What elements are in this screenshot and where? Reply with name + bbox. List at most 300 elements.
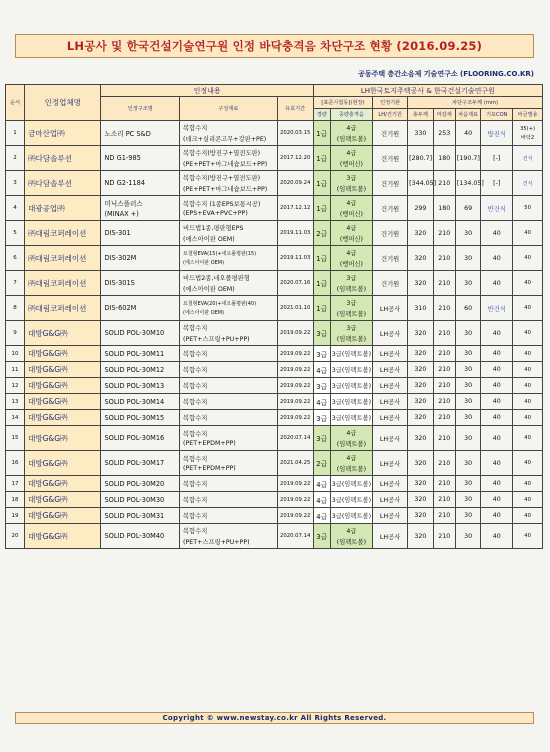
grade-light: 1급 [313, 271, 330, 296]
grade-heavy [330, 508, 372, 524]
screed-thickness: 30 [455, 346, 480, 362]
product-name: ND G2-1184 [101, 171, 180, 196]
grade-light: 2급 [313, 451, 330, 476]
material-line: (에스아이판 OEM) [183, 236, 235, 243]
header-material: 구성재료 [180, 97, 278, 121]
concrete-thickness: 40 [481, 221, 513, 246]
agency: LH공사 [373, 296, 408, 321]
material [180, 221, 278, 246]
grade-heavy [330, 451, 372, 476]
grade-heavy [330, 146, 372, 171]
concrete-thickness: 40 [481, 394, 513, 410]
material [180, 492, 278, 508]
mortar-thickness: 253 [433, 121, 455, 146]
row-number: 1 [6, 121, 25, 146]
grade-light: 1급 [313, 146, 330, 171]
header-screed: 차음재료 [455, 109, 480, 121]
material [180, 271, 278, 296]
validity-date: 2019.09.22 [277, 346, 313, 362]
mortar-thickness: 180 [433, 146, 455, 171]
extra-note-line: 40 [524, 255, 531, 261]
extra-note [513, 378, 543, 394]
total-thickness: 320 [408, 362, 433, 378]
material [180, 476, 278, 492]
product-name-line: 미닉스플러스 [104, 200, 143, 208]
company-name: 대방G&G㈜ [25, 378, 101, 394]
grade-heavy-line: 3급(임팩트볼) [331, 481, 372, 488]
row-number: 17 [6, 476, 25, 492]
validity-date: 2019.09.22 [277, 492, 313, 508]
extra-note-line: 40 [524, 480, 531, 487]
screed-thickness: 30 [455, 221, 480, 246]
total-thickness: 299 [408, 196, 433, 221]
mortar-thickness: 210 [433, 321, 455, 346]
extra-note-line: 40 [524, 305, 531, 311]
total-thickness: 320 [408, 394, 433, 410]
mortar-thickness: 210 [433, 492, 455, 508]
mortar-thickness: 210 [433, 410, 455, 426]
agency: LH공사 [373, 508, 408, 524]
total-thickness: 320 [408, 271, 433, 296]
header-product: 인정구조명 [101, 97, 180, 121]
grade-heavy-line: 3급 [346, 300, 357, 307]
table-row [6, 246, 543, 271]
concrete-thickness: 40 [481, 378, 513, 394]
agency: LH공사 [373, 410, 408, 426]
row-number: 11 [6, 362, 25, 378]
material-line: (PET+스프링+PU+PP) [183, 539, 250, 546]
table-row [6, 426, 543, 451]
grade-heavy-line: (뱅머신) [339, 161, 363, 168]
row-number: 4 [6, 196, 25, 221]
screed-thickness: 30 [455, 524, 480, 549]
extra-note [513, 271, 543, 296]
concrete-thickness: [-] [481, 171, 513, 196]
extra-note-line: 40 [524, 230, 531, 236]
grade-heavy-line: 4급 [346, 150, 357, 157]
material-line: 요철형EVA(20)+네오폴평판(40) [183, 301, 257, 307]
row-number: 6 [6, 246, 25, 271]
company-name: ㈜대림코퍼레이션 [25, 296, 101, 321]
agency: 건기원 [373, 221, 408, 246]
total-thickness: 320 [408, 492, 433, 508]
grade-heavy-line: 4급 [346, 200, 357, 207]
mortar-thickness: 210 [433, 508, 455, 524]
company-name: 대광공업㈜ [25, 196, 101, 221]
company-name: 대방G&G㈜ [25, 346, 101, 362]
company-name: ㈜대림코퍼레이션 [25, 221, 101, 246]
material [180, 246, 278, 271]
extra-note-line: 40 [524, 366, 531, 373]
validity-date: 2017.12.12 [277, 196, 313, 221]
material [180, 508, 278, 524]
grade-heavy [330, 426, 372, 451]
material [180, 410, 278, 426]
total-thickness: 320 [408, 476, 433, 492]
document-subtitle: 공동주택 층간소음제 기술연구소 (FLOORING.CO.KR) [358, 70, 534, 78]
row-number: 16 [6, 451, 25, 476]
grade-light: 3급 [313, 378, 330, 394]
material-line: 복합수지 [183, 481, 208, 488]
grade-heavy-line: (임팩트볼) [336, 466, 367, 473]
total-thickness: [280.7] [408, 146, 433, 171]
certification-table [5, 84, 543, 549]
product-name: SOLID POL-30M16 [101, 426, 180, 451]
extra-note [513, 492, 543, 508]
product-name: 노소리 PC S&D [101, 121, 180, 146]
grade-heavy [330, 246, 372, 271]
agency: LH공사 [373, 346, 408, 362]
product-name: SOLID POL-30M17 [101, 451, 180, 476]
header-agency-sub: LH/건기원 [373, 109, 408, 121]
header-grade: 경량 [313, 109, 330, 121]
company-name: ㈜대림코퍼레이션 [25, 271, 101, 296]
grade-heavy-line: (뱅머신) [339, 236, 363, 243]
concrete-thickness: 40 [481, 271, 513, 296]
material-line: 비드법1종,평판형EPS [183, 225, 244, 232]
grade-light: 1급 [313, 196, 330, 221]
total-thickness: 320 [408, 410, 433, 426]
material-line: (PET+EPDM+PP) [183, 440, 236, 447]
material-line: 복합수지 [183, 513, 208, 520]
table-row [6, 121, 543, 146]
grade-heavy [330, 121, 372, 146]
extra-note [513, 476, 543, 492]
company-name: 대방G&G㈜ [25, 508, 101, 524]
material-line: (에스아이판 OEM) [183, 310, 225, 316]
row-number: 7 [6, 271, 25, 296]
agency: 건기원 [373, 246, 408, 271]
document-title: LH공사 및 한국건설기술연구원 인정 바닥충격음 차단구조 현황 (2016.09.25) [15, 34, 534, 58]
material-line: (PET+스프링+PU+PP) [183, 336, 250, 343]
row-number: 12 [6, 378, 25, 394]
company-name: ㈜다담솔루션 [25, 146, 101, 171]
grade-heavy [330, 296, 372, 321]
concrete-thickness: [-] [481, 146, 513, 171]
validity-date: 2020.07.14 [277, 426, 313, 451]
company-name: 대방G&G㈜ [25, 451, 101, 476]
header-concrete: 기포CON [481, 109, 513, 121]
product-name: SOLID POL-30M15 [101, 410, 180, 426]
header-content: 인정내용 [101, 85, 313, 97]
grade-heavy [330, 171, 372, 196]
agency: LH공사 [373, 476, 408, 492]
screed-thickness: 69 [455, 196, 480, 221]
table-row [6, 394, 543, 410]
material-line: (에스아이판 OEM) [183, 260, 225, 266]
company-name: 대방G&G㈜ [25, 426, 101, 451]
concrete-thickness: 40 [481, 508, 513, 524]
mortar-thickness: 210 [433, 524, 455, 549]
extra-note-line: 40 [524, 382, 531, 389]
grade-heavy [330, 271, 372, 296]
extra-note-line: 40 [524, 330, 531, 336]
concrete-thickness: 40 [481, 246, 513, 271]
mortar-thickness: 180 [433, 196, 455, 221]
table-row [6, 146, 543, 171]
material [180, 362, 278, 378]
total-thickness: 320 [408, 221, 433, 246]
validity-date: 2019.09.22 [277, 362, 313, 378]
material-line: 복합수지 [183, 325, 208, 332]
concrete-thickness: 40 [481, 426, 513, 451]
validity-date: 2021.04.25 [277, 451, 313, 476]
grade-light: 1급 [313, 121, 330, 146]
row-number: 18 [6, 492, 25, 508]
grade-heavy-line: 3급(임팩트볼) [331, 351, 372, 358]
material [180, 524, 278, 549]
concrete-thickness: 40 [481, 346, 513, 362]
agency: LH공사 [373, 378, 408, 394]
product-name: SOLID POL-30M30 [101, 492, 180, 508]
product-name [101, 196, 180, 221]
header-thickness: 차단구조두께 (mm) [408, 97, 543, 109]
concrete-thickness: 40 [481, 492, 513, 508]
agency: 건기원 [373, 271, 408, 296]
product-name: SOLID POL-30M31 [101, 508, 180, 524]
extra-note-line: 바닥2 [520, 134, 535, 141]
table-body [6, 121, 543, 549]
product-name: SOLID POL-30M11 [101, 346, 180, 362]
mortar-thickness: 210 [433, 426, 455, 451]
product-name: SOLID POL-30M10 [101, 321, 180, 346]
total-thickness: 310 [408, 296, 433, 321]
mortar-thickness: 210 [433, 394, 455, 410]
agency: 건기원 [373, 146, 408, 171]
material [180, 296, 278, 321]
grade-heavy-line: 3급(임팩트볼) [331, 415, 372, 422]
agency: 건기원 [373, 196, 408, 221]
agency: LH공사 [373, 321, 408, 346]
grade-heavy-line: 3급(임팩트볼) [331, 513, 372, 520]
grade-heavy [330, 196, 372, 221]
screed-thickness: 30 [455, 321, 480, 346]
grade-heavy [330, 221, 372, 246]
validity-date: 2019.11.03 [277, 221, 313, 246]
material-line: 복합수지 [183, 456, 208, 463]
grade-light: 3급 [313, 410, 330, 426]
material-line: (PET+EPDM+PP) [183, 465, 236, 472]
product-name: ND G1-985 [101, 146, 180, 171]
extra-note [513, 296, 543, 321]
agency: LH공사 [373, 451, 408, 476]
material [180, 378, 278, 394]
screed-thickness: [134.05] [455, 171, 480, 196]
table-row [6, 362, 543, 378]
row-number: 15 [6, 426, 25, 451]
row-number: 13 [6, 394, 25, 410]
grade-heavy-line: (임팩트볼) [336, 539, 367, 546]
total-thickness: 320 [408, 426, 433, 451]
grade-heavy-line: 3급 [346, 275, 357, 282]
mortar-thickness: 210 [433, 378, 455, 394]
total-thickness: 320 [408, 508, 433, 524]
material-line: (에스아이판 OEM) [183, 286, 235, 293]
grade-heavy [330, 378, 372, 394]
product-name: SOLID POL-30M14 [101, 394, 180, 410]
company-name: 대방G&G㈜ [25, 524, 101, 549]
screed-thickness: 40 [455, 121, 480, 146]
grade-heavy [330, 410, 372, 426]
row-number: 3 [6, 171, 25, 196]
table-row [6, 508, 543, 524]
company-name: 대방G&G㈜ [25, 321, 101, 346]
material-line: (데크+실리콘고무+강판+PE) [183, 136, 267, 143]
material-line: (PE+PET+마그네슘보드+PP) [183, 186, 268, 193]
grade-heavy [330, 362, 372, 378]
extra-note [513, 451, 543, 476]
header-grade-group: [표준시험동](현장) [313, 97, 372, 109]
grade-heavy-line: (임팩트볼) [336, 336, 367, 343]
agency: LH공사 [373, 426, 408, 451]
extra-note-line: 50 [524, 205, 531, 211]
grade-heavy-line: 3급 [346, 325, 357, 332]
validity-date: 2019.09.22 [277, 476, 313, 492]
material [180, 451, 278, 476]
concrete-thickness: 방진식 [481, 121, 513, 146]
row-number: 20 [6, 524, 25, 549]
mortar-thickness: 210 [433, 346, 455, 362]
extra-note [513, 508, 543, 524]
row-number: 14 [6, 410, 25, 426]
extra-note [513, 426, 543, 451]
table-row [6, 271, 543, 296]
validity-date: 2021.01.10 [277, 296, 313, 321]
mortar-thickness: 210 [433, 171, 455, 196]
table-row [6, 171, 543, 196]
table-row [6, 492, 543, 508]
header-institutions: LH한국토지주택공사 & 한국건설기술연구원 [313, 85, 542, 97]
company-name: 대방G&G㈜ [25, 476, 101, 492]
screed-thickness: 30 [455, 410, 480, 426]
concrete-thickness: 40 [481, 451, 513, 476]
company-name: 금마산업㈜ [25, 121, 101, 146]
row-number: 10 [6, 346, 25, 362]
validity-date: 2019.09.22 [277, 410, 313, 426]
concrete-thickness: 반건식 [481, 296, 513, 321]
mortar-thickness: 210 [433, 362, 455, 378]
validity-date: 2019.09.22 [277, 321, 313, 346]
validity-date: 2020.07.14 [277, 524, 313, 549]
company-name: ㈜대림코퍼레이션 [25, 246, 101, 271]
grade-heavy-line: 3급(임팩트볼) [331, 367, 372, 374]
validity-date: 2020.03.15 [277, 121, 313, 146]
extra-note [513, 362, 543, 378]
extra-note [513, 394, 543, 410]
product-name: SOLID POL-30M40 [101, 524, 180, 549]
grade-heavy-line: 4급 [346, 125, 357, 132]
grade-heavy-line: (임팩트볼) [336, 311, 367, 318]
material [180, 346, 278, 362]
material [180, 121, 278, 146]
material-line: 요철형EVA(15)+네오폴평판(15) [183, 251, 257, 257]
grade-light: 3급 [313, 346, 330, 362]
product-name: DIS-301S [101, 271, 180, 296]
grade-heavy [330, 394, 372, 410]
grade-light: 4급 [313, 476, 330, 492]
grade-heavy-line: 4급 [346, 430, 357, 437]
extra-note [513, 246, 543, 271]
header-agency: 인정기관 [373, 97, 408, 109]
grade-heavy [330, 346, 372, 362]
product-name: DIS-301 [101, 221, 180, 246]
mortar-thickness: 210 [433, 451, 455, 476]
total-thickness: 320 [408, 246, 433, 271]
extra-note [513, 171, 543, 196]
material-line: 복합수지 [183, 125, 208, 132]
grade-light: 4급 [313, 362, 330, 378]
grade-light: 4급 [313, 492, 330, 508]
extra-note [513, 221, 543, 246]
screed-thickness: 30 [455, 492, 480, 508]
material-line: (EPS+EVA+PVC+PP) [183, 210, 248, 217]
table-row [6, 410, 543, 426]
extra-note [513, 196, 543, 221]
grade-light: 4급 [313, 394, 330, 410]
total-thickness: 320 [408, 346, 433, 362]
copyright-footer: Copyright © www.newstay.co.kr All Rights Reserved. [15, 712, 534, 724]
grade-heavy-line: 4급 [346, 225, 357, 232]
grade-heavy-line: (임팩트볼) [336, 441, 367, 448]
validity-date: 2020.09.24 [277, 171, 313, 196]
material-line: 복합수지(방진구+열전도판) [183, 150, 261, 157]
material-line: 복합수지 [183, 367, 208, 374]
grade-heavy-line: 3급(임팩트볼) [331, 399, 372, 406]
mortar-thickness: 210 [433, 221, 455, 246]
table-row [6, 524, 543, 549]
product-name: DIS-302M [101, 246, 180, 271]
grade-heavy [330, 321, 372, 346]
screed-thickness: 30 [455, 246, 480, 271]
grade-heavy-line: 4급 [346, 528, 357, 535]
validity-date: 2017.12.20 [277, 146, 313, 171]
material [180, 146, 278, 171]
validity-date: 2019.09.22 [277, 394, 313, 410]
extra-note [513, 121, 543, 146]
screed-thickness: 30 [455, 362, 480, 378]
grade-heavy-line: (뱅머신) [339, 261, 363, 268]
material-line: 복합수지(방진구+열전도판) [183, 175, 261, 182]
total-thickness: 320 [408, 321, 433, 346]
grade-heavy [330, 492, 372, 508]
row-number: 8 [6, 296, 25, 321]
company-name: 대방G&G㈜ [25, 394, 101, 410]
header-total: 총두께 [408, 109, 433, 121]
extra-note-line: 40 [524, 496, 531, 503]
grade-light: 3급 [313, 524, 330, 549]
product-name: SOLID POL-30M13 [101, 378, 180, 394]
extra-note [513, 524, 543, 549]
header-mortar: 마감재 [433, 109, 455, 121]
extra-note [513, 146, 543, 171]
grade-light: 2급 [313, 221, 330, 246]
extra-note-line: 40 [524, 533, 531, 539]
agency: 건기원 [373, 121, 408, 146]
header-validity: 유효기간 [277, 97, 313, 121]
material-line: 복합수지 [183, 431, 208, 438]
table-row [6, 451, 543, 476]
extra-note-line: 35(+) [520, 125, 536, 132]
header-no: 순서 [6, 85, 25, 121]
table-row [6, 476, 543, 492]
extra-note-line: 40 [524, 512, 531, 519]
extra-note-line: 40 [524, 398, 531, 405]
agency: LH공사 [373, 492, 408, 508]
extra-note [513, 346, 543, 362]
product-name: SOLID POL-30M12 [101, 362, 180, 378]
screed-thickness: 30 [455, 394, 480, 410]
company-name: 대방G&G㈜ [25, 362, 101, 378]
